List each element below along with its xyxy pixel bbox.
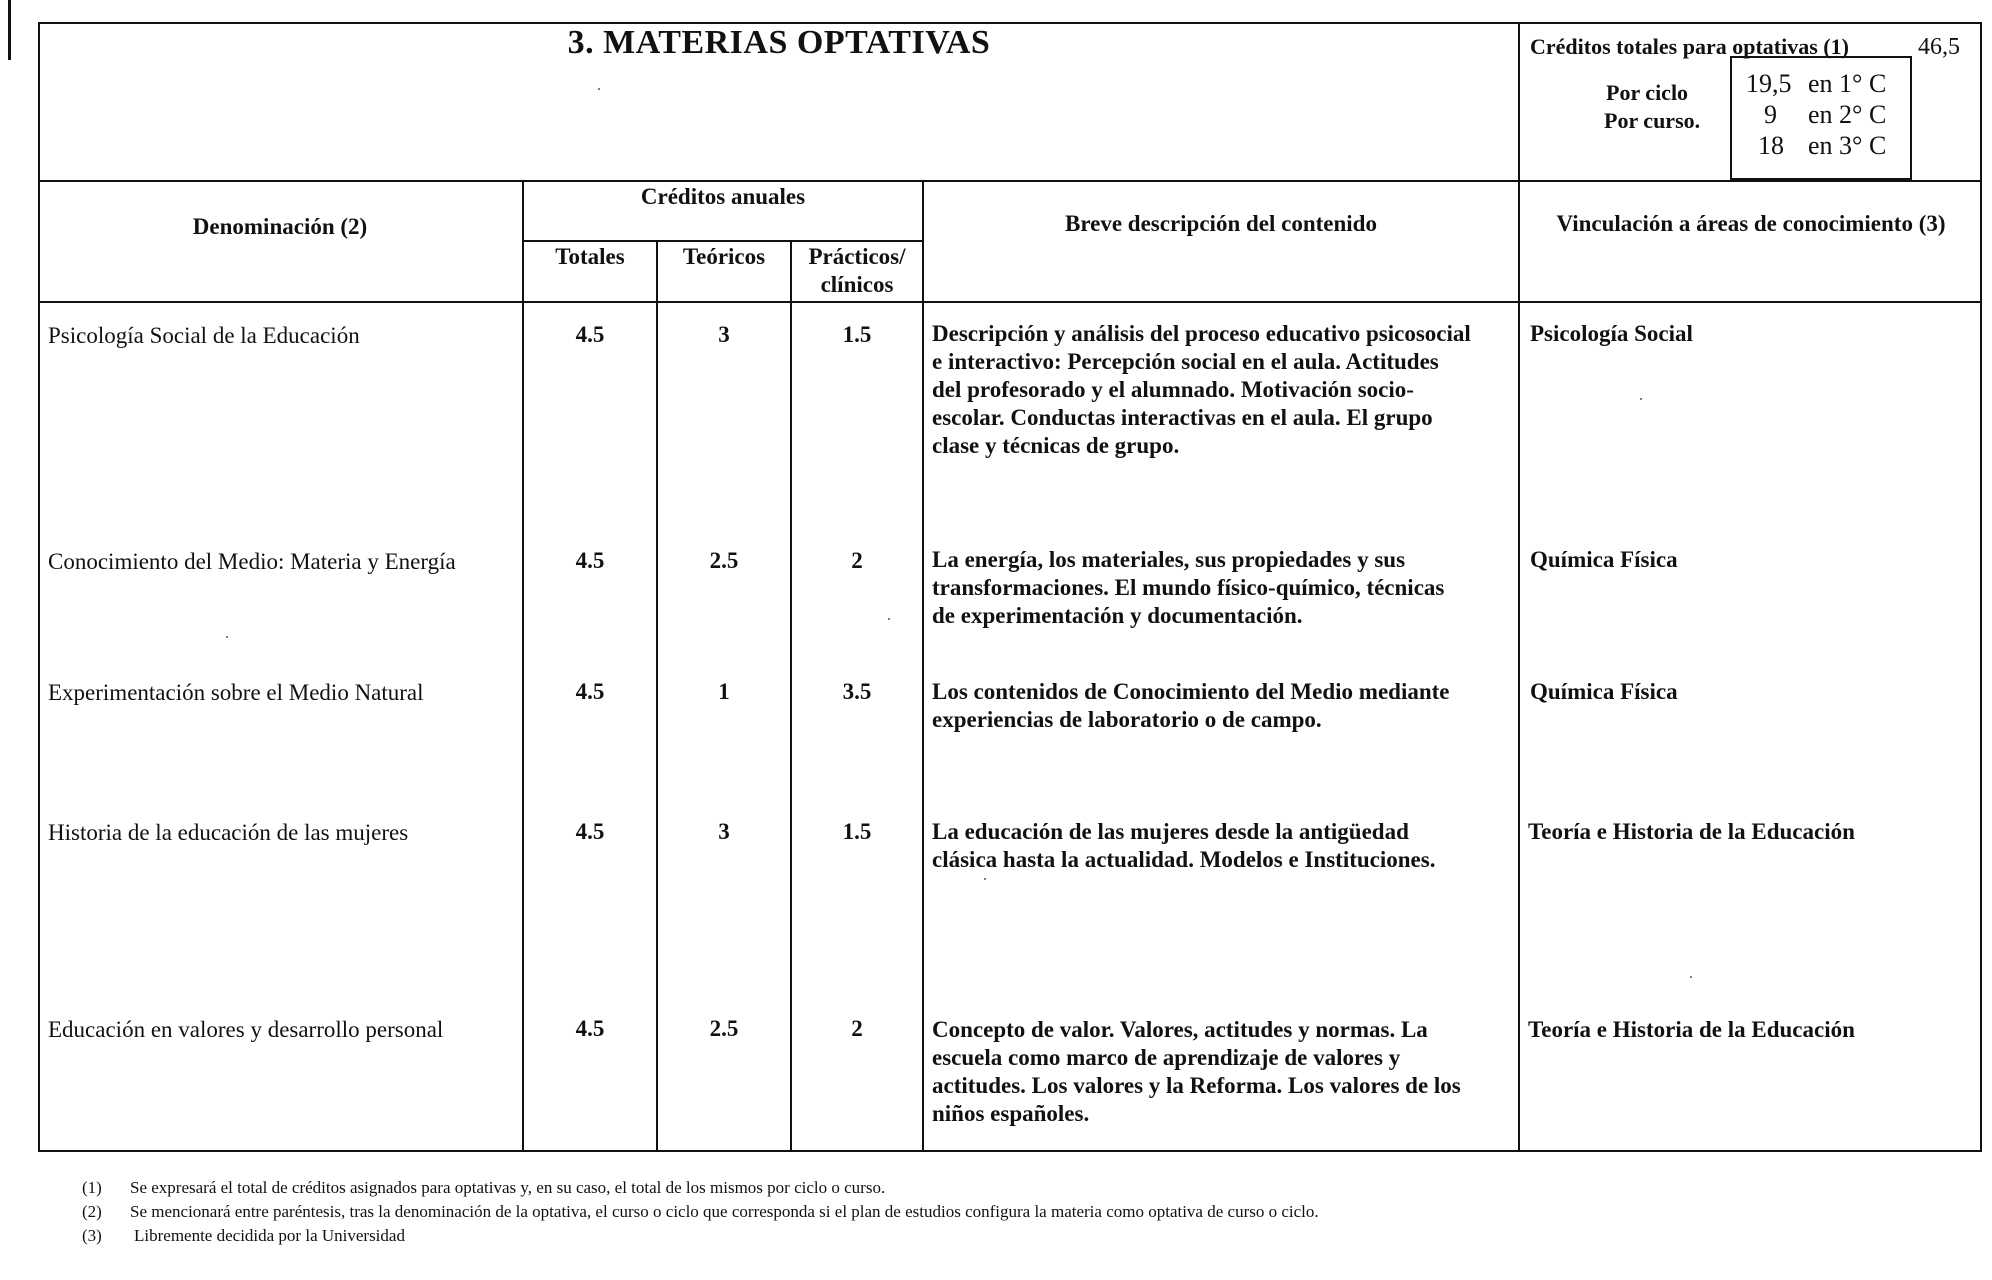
row-1-desc-line: clase y técnicas de grupo. bbox=[932, 433, 1180, 458]
scan-speck bbox=[598, 88, 600, 90]
por-ciclo-label: Por ciclo bbox=[1606, 80, 1689, 105]
footnote-1-text: Se expresará el total de créditos asignados para optativas y, en su caso, el total de los mismos por ciclo o curso. bbox=[130, 1178, 886, 1197]
header-practicos-line2: clínicos bbox=[820, 272, 894, 297]
header-practicos-line1: Prácticos/ bbox=[808, 244, 906, 269]
scan-margin-mark bbox=[8, 0, 11, 60]
row-2-desc-line: La energía, los materiales, sus propiedades y sus bbox=[932, 547, 1406, 572]
row-3-totales: 4.5 bbox=[575, 679, 605, 704]
row-1-desc-line: Descripción y análisis del proceso educativo psicosocial bbox=[932, 321, 1471, 346]
row-4-desc-line: clásica hasta la actualidad. Modelos e Instituciones. bbox=[932, 847, 1436, 872]
header-teoricos: Teóricos bbox=[682, 244, 766, 269]
footnote-1-number: (1) bbox=[82, 1178, 102, 1197]
header-descripcion: Breve descripción del contenido bbox=[1065, 211, 1377, 236]
column-header-divider bbox=[38, 301, 1982, 303]
row-5-area: Teoría e Historia de la Educación bbox=[1528, 1017, 1855, 1042]
footnote-3 bbox=[82, 1224, 1319, 1248]
credits-cycle-2-unit: en 2° C bbox=[1808, 100, 1887, 129]
por-curso-label: Por curso. bbox=[1604, 108, 1701, 133]
row-4-totales: 4.5 bbox=[575, 819, 605, 844]
row-4-area: Teoría e Historia de la Educación bbox=[1528, 819, 1855, 844]
scan-speck bbox=[984, 878, 986, 880]
row-3-teoricos: 1 bbox=[718, 679, 730, 704]
row-2-name: Conocimiento del Medio: Materia y Energía bbox=[48, 549, 456, 574]
row-5-name: Educación en valores y desarrollo personal bbox=[48, 1017, 444, 1042]
row-5-totales: 4.5 bbox=[575, 1016, 605, 1041]
col-divider-vinculacion bbox=[1518, 22, 1520, 1152]
row-3-name: Experimentación sobre el Medio Natural bbox=[48, 680, 424, 705]
row-5-desc-line: escuela como marco de aprendizaje de valores y bbox=[932, 1045, 1401, 1070]
row-4-desc-line: La educación de las mujeres desde la antigüedad bbox=[932, 819, 1409, 844]
row-3-area: Química Física bbox=[1530, 679, 1678, 704]
row-4-practicos: 1.5 bbox=[842, 819, 872, 844]
row-5-desc-line: actitudes. Los valores y la Reforma. Los valores de los bbox=[932, 1073, 1461, 1098]
row-3-desc-line: Los contenidos de Conocimiento del Medio mediante bbox=[932, 679, 1450, 704]
row-4-teoricos: 3 bbox=[718, 819, 730, 844]
credits-cycle-1-value: 19,5 bbox=[1746, 69, 1792, 98]
row-1-totales: 4.5 bbox=[575, 322, 605, 347]
row-3-practicos: 3.5 bbox=[842, 679, 872, 704]
header-vinculacion: Vinculación a áreas de conocimiento (3) bbox=[1556, 211, 1946, 236]
row-1-area: Psicología Social bbox=[1530, 321, 1693, 346]
footnote-3-text: Libremente decidida por la Universidad bbox=[134, 1226, 405, 1245]
header-denominacion: Denominación (2) bbox=[192, 214, 368, 239]
row-1-desc-line: e interactivo: Percepción social en el aula. Actitudes bbox=[932, 349, 1439, 374]
row-2-practicos: 2 bbox=[851, 548, 863, 573]
row-1-desc-line: del profesorado y el alumnado. Motivación socio- bbox=[932, 377, 1414, 402]
row-2-description bbox=[932, 546, 1444, 630]
row-2-totales: 4.5 bbox=[575, 548, 605, 573]
row-2-area: Química Física bbox=[1530, 547, 1678, 572]
row-1-desc-line: escolar. Conductas interactivas en el aula. El grupo bbox=[932, 405, 1433, 430]
section-title: 3. MATERIAS OPTATIVAS bbox=[567, 24, 991, 61]
row-5-desc-line: niños españoles. bbox=[932, 1101, 1090, 1126]
row-3-desc-line: experiencias de laboratorio o de campo. bbox=[932, 707, 1322, 732]
credits-total-label: Créditos totales para optativas (1) bbox=[1530, 34, 1849, 59]
row-1-name: Psicología Social de la Educación bbox=[48, 323, 360, 348]
row-5-practicos: 2 bbox=[851, 1016, 863, 1041]
scan-speck bbox=[1640, 398, 1642, 400]
row-1-teoricos: 3 bbox=[718, 322, 730, 347]
header-divider bbox=[38, 180, 1982, 182]
row-4-name: Historia de la educación de las mujeres bbox=[48, 820, 409, 845]
row-1-description bbox=[932, 320, 1471, 460]
credits-cycle-3-unit: en 3° C bbox=[1808, 131, 1887, 160]
row-2-desc-line: de experimentación y documentación. bbox=[932, 603, 1303, 628]
col-divider-descripcion bbox=[922, 180, 924, 1152]
footnotes bbox=[82, 1176, 1319, 1248]
footnote-2 bbox=[82, 1200, 1319, 1224]
row-5-desc-line: Concepto de valor. Valores, actitudes y normas. La bbox=[932, 1017, 1428, 1042]
credits-total-value: 46,5 bbox=[1918, 34, 1960, 60]
footnote-1 bbox=[82, 1176, 1319, 1200]
row-2-teoricos: 2.5 bbox=[709, 548, 739, 573]
row-5-description bbox=[932, 1016, 1461, 1128]
row-4-description bbox=[932, 818, 1435, 874]
row-3-description bbox=[932, 678, 1450, 734]
footnote-3-number: (3) bbox=[82, 1226, 102, 1245]
credits-cycle-3-value: 18 bbox=[1758, 131, 1784, 160]
footnote-2-text: Se mencionará entre paréntesis, tras la denominación de la optativa, el curso o ciclo que corresponda si el plan de estudios configura la materia como optativa de curso o ciclo. bbox=[130, 1202, 1319, 1221]
row-1-practicos: 1.5 bbox=[842, 322, 872, 347]
creditos-subheader-divider bbox=[522, 240, 924, 242]
scan-speck bbox=[226, 636, 228, 638]
row-5-teoricos: 2.5 bbox=[709, 1016, 739, 1041]
scan-speck bbox=[888, 618, 890, 620]
credits-cycle-1-unit: en 1° C bbox=[1808, 69, 1887, 98]
row-2-desc-line: transformaciones. El mundo físico-químico, técnicas bbox=[932, 575, 1445, 600]
credits-cycle-2-value: 9 bbox=[1764, 100, 1777, 129]
scan-speck bbox=[1690, 976, 1692, 978]
header-creditos-anuales: Créditos anuales bbox=[640, 184, 806, 209]
footnote-2-number: (2) bbox=[82, 1202, 102, 1221]
header-totales: Totales bbox=[555, 244, 625, 269]
